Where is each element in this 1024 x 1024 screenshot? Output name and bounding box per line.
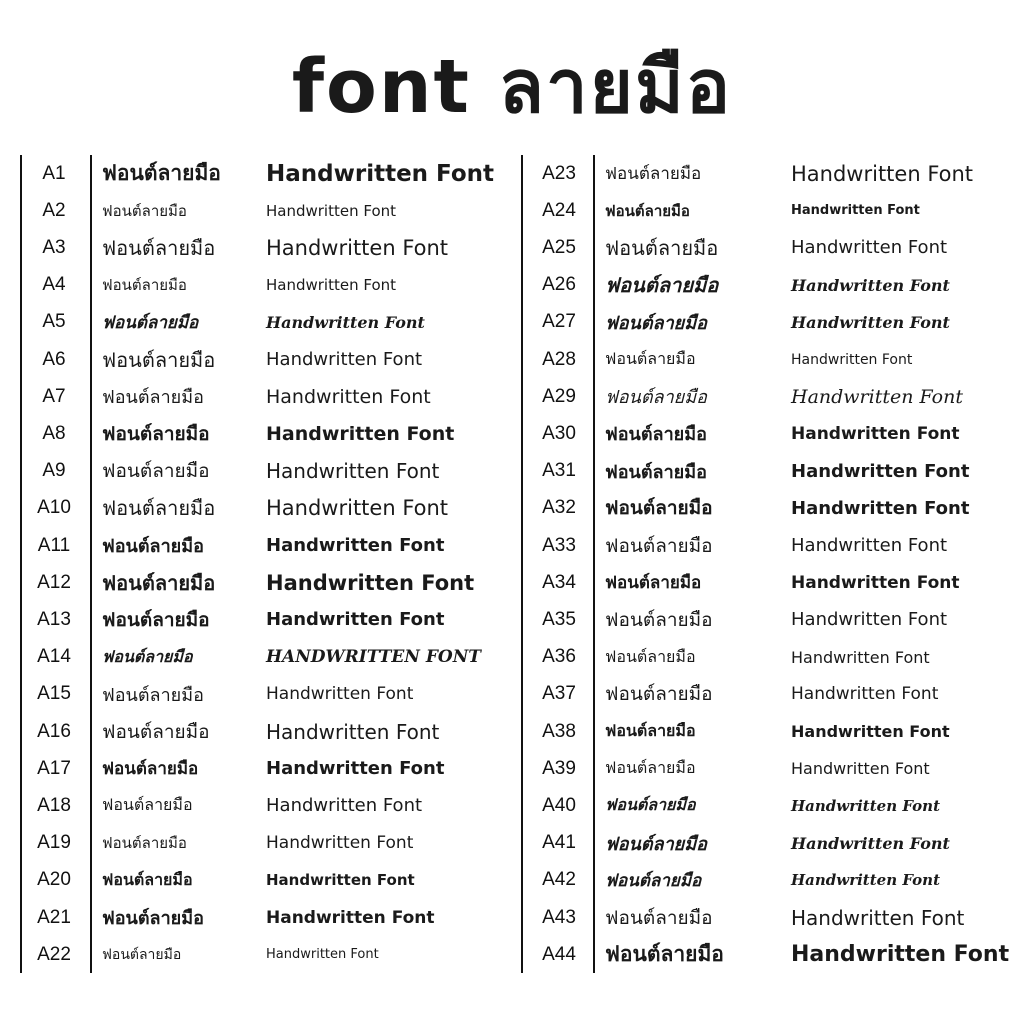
font-code-label: A25 [542,236,576,258]
font-code-label: A44 [542,943,576,965]
english-sample-text: Handwritten Font [266,535,445,556]
english-sample-text: Handwritten Font [266,907,435,928]
font-sample-row [521,304,1021,341]
thai-sample-text: ฟอนต์ลายมือ [102,570,216,595]
english-sample-text: Handwritten Font [266,349,423,370]
font-code-label: A31 [542,460,576,482]
font-sample-row [521,639,1021,676]
english-sample-text: Handwritten Font [266,201,397,220]
english-sample-text: Handwritten Font [266,833,414,854]
font-code-label: A24 [542,199,576,221]
thai-sample-text: ฟอนต์ลายมือ [102,684,204,706]
english-sample-text: Handwritten Font [791,423,960,444]
english-sample-text: Handwritten Font [791,385,963,408]
english-sample-text: Handwritten Font [266,160,495,187]
font-sample-row [521,862,1021,899]
font-sample-row [521,453,1021,490]
english-sample-text: Handwritten Font [791,237,948,259]
font-code-label: A7 [42,385,66,407]
font-code-label: A34 [542,571,576,593]
font-code-label: A37 [542,683,576,705]
english-sample-text: Handwritten Font [791,572,960,593]
english-sample-text: Handwritten Font [791,609,948,631]
thai-sample-text: ฟอนต์ลายมือ [605,534,713,557]
thai-sample-text: ฟอนต์ลายมือ [605,870,702,891]
thai-sample-text: ฟอนต์ลายมือ [102,646,193,666]
english-sample-text: Handwritten Font [791,796,940,815]
thai-sample-text: ฟอนต์ลายมือ [102,795,193,815]
thai-sample-text: ฟอนต์ลายมือ [605,683,713,706]
font-code-label: A38 [542,720,576,742]
english-sample-text: Handwritten Font [266,684,414,705]
thai-sample-text: ฟอนต์ลายมือ [605,573,702,594]
font-sample-row [20,490,520,527]
thai-sample-text: ฟอนต์ลายมือ [605,235,719,260]
thai-sample-text: ฟอนต์ลายมือ [102,276,187,295]
english-sample-text: Handwritten Font [266,871,415,890]
left-column [20,155,520,973]
thai-sample-text: ฟอนต์ลายมือ [605,349,696,368]
font-code-label: A19 [37,832,71,854]
font-code-label: A36 [542,646,576,668]
english-sample-text: Handwritten Font [791,759,930,779]
thai-sample-text: ฟอนต์ลายมือ [102,312,199,333]
thai-sample-text: ฟอนต์ลายมือ [102,908,204,929]
font-sample-row [521,155,1021,192]
thai-sample-text: ฟอนต์ลายมือ [102,608,210,631]
font-code-label: A12 [37,571,71,593]
english-sample-text: Handwritten Font [266,312,425,332]
font-code-label: A17 [37,757,71,779]
english-sample-text: Handwritten Font [266,235,449,260]
font-code-label: A29 [542,385,576,407]
english-sample-text: Handwritten Font [266,422,455,445]
font-code-label: A30 [542,422,576,444]
english-sample-text: Handwritten Font [791,942,1010,968]
font-code-label: A39 [542,757,576,779]
thai-sample-text: ฟอนต์ลายมือ [605,424,707,446]
thai-sample-text: ฟอนต์ลายมือ [605,646,696,666]
font-sample-row [521,192,1021,229]
english-sample-text: Handwritten Font [791,722,950,741]
font-sample-row [20,564,520,601]
font-sample-row [20,341,520,378]
font-sample-row [521,527,1021,564]
english-sample-text: Handwritten Font [266,947,379,963]
thai-sample-text: ฟอนต์ลายมือ [102,347,216,372]
english-sample-text: Handwritten Font [266,496,449,521]
thai-sample-text: ฟอนต์ลายมือ [102,869,193,889]
font-sample-row [521,936,1021,973]
english-sample-text: Handwritten Font [791,871,940,890]
thai-sample-text: ฟอนต์ลายมือ [102,759,199,780]
font-code-label: A6 [42,348,66,370]
font-code-label: A28 [542,348,576,370]
english-sample-text: Handwritten Font [791,275,950,295]
font-sample-row [521,490,1021,527]
font-sample-row [521,564,1021,601]
english-sample-text: Handwritten Font [791,161,974,186]
font-code-label: A2 [42,199,66,221]
thai-sample-text: ฟอนต์ลายมือ [605,461,707,483]
font-sample-row [20,155,520,192]
thai-sample-text: ฟอนต์ลายมือ [102,235,216,260]
english-sample-text: Handwritten Font [266,758,445,780]
font-sample-row [20,304,520,341]
english-sample-text: Handwritten Font [791,460,970,482]
font-sample-row [521,378,1021,415]
font-code-label: A1 [42,162,66,184]
english-sample-text: Handwritten Font [791,203,920,219]
english-sample-text: Handwritten Font [791,684,939,705]
font-sample-row [521,787,1021,824]
english-sample-text: Handwritten Font [266,570,475,595]
font-sample-row [521,415,1021,452]
english-sample-text: Handwritten Font [791,497,970,519]
thai-sample-text: ฟอนต์ลายมือ [102,946,182,963]
font-code-label: A13 [37,608,71,630]
font-sample-row [521,750,1021,787]
font-sample-row [521,825,1021,862]
font-sample-row [521,899,1021,936]
font-sample-row [20,267,520,304]
thai-sample-text: ฟอนต์ลายมือ [605,942,724,967]
font-code-label: A10 [37,497,71,519]
thai-sample-text: ฟอนต์ลายมือ [605,721,696,740]
font-sample-row [20,862,520,899]
font-code-label: A16 [37,720,71,742]
english-sample-text: Handwritten Font [791,833,950,853]
thai-sample-text: ฟอนต์ลายมือ [102,387,204,409]
thai-sample-text: ฟอนต์ลายมือ [605,833,707,855]
thai-sample-text: ฟอนต์ลายมือ [102,161,221,185]
thai-sample-text: ฟอนต์ลายมือ [102,720,210,743]
font-sample-row [20,453,520,490]
font-code-label: A9 [42,460,66,482]
font-sample-row [20,527,520,564]
font-code-label: A35 [542,608,576,630]
thai-sample-text: ฟอนต์ลายมือ [605,312,707,334]
thai-sample-text: ฟอนต์ลายมือ [102,834,187,853]
font-code-label: A23 [542,162,576,184]
font-code-label: A8 [42,422,66,444]
font-code-label: A15 [37,683,71,705]
font-sample-row [20,787,520,824]
english-sample-text: Handwritten Font [266,385,431,408]
font-code-label: A40 [542,794,576,816]
thai-sample-text: ฟอนต์ลายมือ [605,201,690,220]
english-sample-text: Handwritten Font [791,312,950,332]
font-sample-row [521,341,1021,378]
font-code-label: A26 [542,274,576,296]
thai-sample-text: ฟอนต์ลายมือ [102,460,210,483]
font-code-label: A42 [542,869,576,891]
thai-sample-text: ฟอนต์ลายมือ [605,608,713,631]
english-sample-text: Handwritten Font [791,905,965,930]
english-sample-text: Handwritten Font [791,351,913,368]
thai-sample-text: ฟอนต์ลายมือ [102,422,210,445]
thai-sample-text: ฟอนต์ลายมือ [605,906,713,929]
font-code-label: A43 [542,906,576,928]
font-code-label: A4 [42,274,66,296]
font-code-label: A14 [37,646,71,668]
font-sample-row [521,229,1021,266]
font-sample-row [521,267,1021,304]
font-code-label: A41 [542,832,576,854]
font-sample-row [521,713,1021,750]
thai-sample-text: ฟอนต์ลายมือ [605,387,707,409]
font-sample-row [20,750,520,787]
english-sample-text: Handwritten Font [266,459,440,484]
font-sample-row [20,192,520,229]
font-sample-row [521,601,1021,638]
font-code-label: A5 [42,311,66,333]
right-column [521,155,1021,973]
thai-sample-text: ฟอนต์ลายมือ [605,795,696,815]
thai-sample-text: ฟอนต์ลายมือ [102,536,204,557]
thai-sample-text: ฟอนต์ลายมือ [102,201,187,220]
font-sample-row [521,676,1021,713]
english-sample-text: Handwritten Font [791,535,948,556]
font-code-label: A33 [542,534,576,556]
english-sample-text: Handwritten Font [266,609,445,631]
thai-sample-text: ฟอนต์ลายมือ [102,496,216,521]
font-sample-row [20,415,520,452]
english-sample-text: Handwritten Font [266,795,423,817]
font-code-label: A27 [542,311,576,333]
font-sample-row [20,639,520,676]
english-sample-text: Handwritten Font [791,647,930,667]
thai-sample-text: ฟอนต์ลายมือ [605,758,696,778]
thai-sample-text: ฟอนต์ลายมือ [605,497,713,520]
font-code-label: A18 [37,794,71,816]
font-sample-row [20,899,520,936]
font-code-label: A22 [37,943,71,965]
font-sample-row [20,601,520,638]
font-sample-row [20,936,520,973]
thai-sample-text: ฟอนต์ลายมือ [605,164,702,184]
font-sample-row [20,713,520,750]
english-sample-text: HANDWRITTEN FONT [266,647,481,668]
font-code-label: A11 [37,534,71,556]
font-sample-row [20,229,520,266]
thai-sample-text: ฟอนต์ลายมือ [605,273,719,298]
english-sample-text: Handwritten Font [266,276,397,295]
font-sample-row [20,676,520,713]
font-code-label: A21 [37,906,71,928]
font-code-label: A3 [42,236,66,258]
font-code-label: A20 [37,869,71,891]
page-title: font ลายมือ [291,44,733,130]
english-sample-text: Handwritten Font [266,719,440,744]
font-sample-row [20,825,520,862]
font-code-label: A32 [542,497,576,519]
font-sample-row [20,378,520,415]
